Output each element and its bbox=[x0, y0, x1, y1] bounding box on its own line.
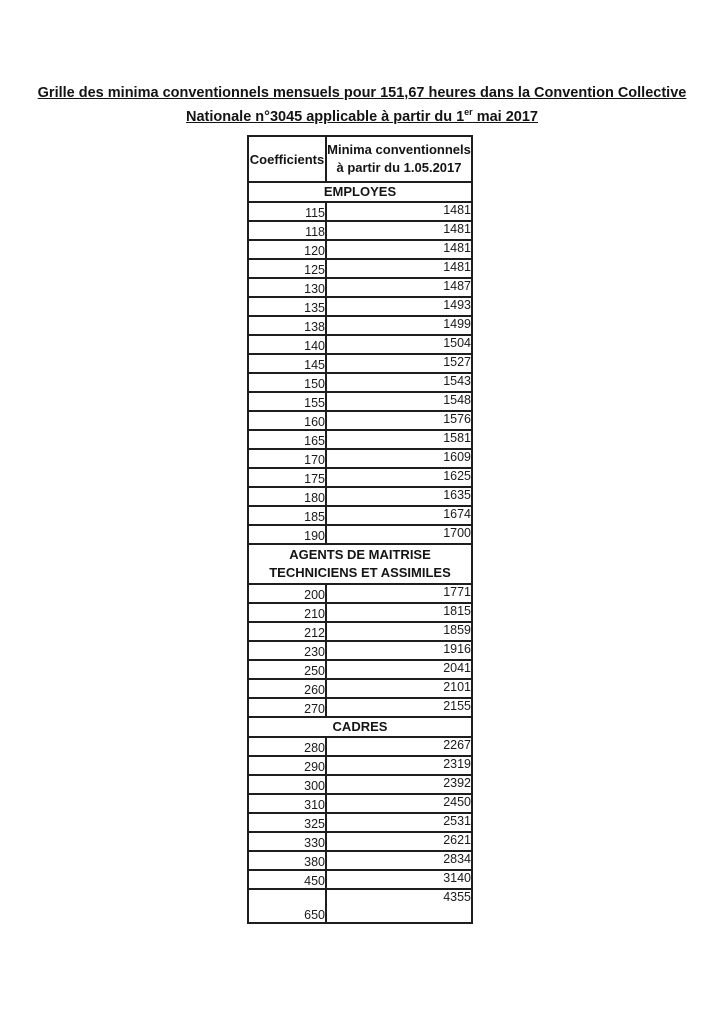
coefficient-cell: 150 bbox=[248, 373, 326, 392]
table-row bbox=[248, 660, 472, 679]
table-row bbox=[248, 316, 472, 335]
minimum-cell: 1493 bbox=[326, 297, 472, 316]
minimum-cell: 1815 bbox=[326, 603, 472, 622]
coefficient-cell: 270 bbox=[248, 698, 326, 717]
minimum-cell: 1481 bbox=[326, 221, 472, 240]
minimum-cell: 2101 bbox=[326, 679, 472, 698]
coefficient-cell: 118 bbox=[248, 221, 326, 240]
coefficient-cell: 450 bbox=[248, 870, 326, 889]
minimum-cell: 3140 bbox=[326, 870, 472, 889]
coefficient-cell: 210 bbox=[248, 603, 326, 622]
coefficient-cell: 200 bbox=[248, 584, 326, 603]
coefficient-cell: 250 bbox=[248, 660, 326, 679]
coefficient-cell: 190 bbox=[248, 525, 326, 544]
table-row bbox=[248, 449, 472, 468]
section-label: AGENTS DE MAITRISE TECHNICIENS ET ASSIMILES bbox=[248, 544, 472, 584]
table-row bbox=[248, 487, 472, 506]
minima-table-head bbox=[248, 136, 472, 182]
table-row bbox=[248, 259, 472, 278]
coefficient-cell: 380 bbox=[248, 851, 326, 870]
coefficient-cell: 185 bbox=[248, 506, 326, 525]
section-header-row bbox=[248, 717, 472, 737]
coefficients-column-header: Coefficients bbox=[248, 136, 326, 182]
table-row bbox=[248, 641, 472, 660]
minimum-cell: 2834 bbox=[326, 851, 472, 870]
document-title bbox=[0, 82, 724, 130]
coefficient-cell: 160 bbox=[248, 411, 326, 430]
minimum-cell: 1581 bbox=[326, 430, 472, 449]
coefficient-cell: 130 bbox=[248, 278, 326, 297]
coefficient-cell: 180 bbox=[248, 487, 326, 506]
minima-table bbox=[247, 135, 473, 924]
table-row bbox=[248, 468, 472, 487]
minimum-cell: 1481 bbox=[326, 240, 472, 259]
coefficient-cell: 125 bbox=[248, 259, 326, 278]
coefficient-cell: 300 bbox=[248, 775, 326, 794]
coefficient-cell: 310 bbox=[248, 794, 326, 813]
coefficient-cell: 140 bbox=[248, 335, 326, 354]
table-row bbox=[248, 373, 472, 392]
coefficient-cell: 120 bbox=[248, 240, 326, 259]
minimum-cell: 2531 bbox=[326, 813, 472, 832]
table-row bbox=[248, 525, 472, 544]
minimum-cell: 1487 bbox=[326, 278, 472, 297]
coefficient-cell: 260 bbox=[248, 679, 326, 698]
table-row bbox=[248, 506, 472, 525]
minimum-cell: 1504 bbox=[326, 335, 472, 354]
table-row bbox=[248, 392, 472, 411]
minimum-cell: 1771 bbox=[326, 584, 472, 603]
minimum-cell: 1916 bbox=[326, 641, 472, 660]
coefficient-cell: 145 bbox=[248, 354, 326, 373]
coefficient-cell: 115 bbox=[248, 202, 326, 221]
minimum-cell: 2450 bbox=[326, 794, 472, 813]
table-row bbox=[248, 870, 472, 889]
minimum-cell: 2319 bbox=[326, 756, 472, 775]
minimum-cell: 2267 bbox=[326, 737, 472, 756]
coefficient-cell: 290 bbox=[248, 756, 326, 775]
table-row bbox=[248, 737, 472, 756]
minimum-cell: 1543 bbox=[326, 373, 472, 392]
coefficient-cell: 280 bbox=[248, 737, 326, 756]
table-row bbox=[248, 297, 472, 316]
minimum-cell: 1481 bbox=[326, 202, 472, 221]
table-row bbox=[248, 354, 472, 373]
coefficient-cell: 650 bbox=[248, 889, 326, 923]
minimum-cell: 1700 bbox=[326, 525, 472, 544]
table-row bbox=[248, 794, 472, 813]
minimum-cell: 2621 bbox=[326, 832, 472, 851]
table-row bbox=[248, 411, 472, 430]
coefficient-cell: 330 bbox=[248, 832, 326, 851]
table-row bbox=[248, 278, 472, 297]
title-line-2-suffix: mai 2017 bbox=[472, 108, 538, 125]
coefficient-cell: 212 bbox=[248, 622, 326, 641]
minimum-cell: 1527 bbox=[326, 354, 472, 373]
table-row bbox=[248, 756, 472, 775]
coefficient-cell: 175 bbox=[248, 468, 326, 487]
table-row bbox=[248, 584, 472, 603]
coefficient-cell: 138 bbox=[248, 316, 326, 335]
title-line-1: Grille des minima conventionnels mensuels pour 151,67 heures dans la Convention Collective bbox=[37, 85, 687, 101]
table-row bbox=[248, 221, 472, 240]
minimum-cell: 1609 bbox=[326, 449, 472, 468]
title-line-2 bbox=[186, 109, 538, 125]
minimum-cell: 1625 bbox=[326, 468, 472, 487]
table-row bbox=[248, 622, 472, 641]
title-line-2-prefix: Nationale n°3045 applicable à partir du 1 bbox=[186, 108, 465, 125]
section-label: EMPLOYES bbox=[248, 182, 472, 202]
minima-header-line-2: à partir du 1.05.2017 bbox=[336, 160, 462, 175]
table-row bbox=[248, 202, 472, 221]
coefficient-cell: 165 bbox=[248, 430, 326, 449]
table-row bbox=[248, 889, 472, 923]
coefficient-cell: 325 bbox=[248, 813, 326, 832]
minimum-cell: 1499 bbox=[326, 316, 472, 335]
minimum-cell: 1576 bbox=[326, 411, 472, 430]
minimum-cell: 1481 bbox=[326, 259, 472, 278]
title-superscript: er bbox=[464, 107, 473, 118]
table-row bbox=[248, 851, 472, 870]
table-row bbox=[248, 240, 472, 259]
table-row bbox=[248, 775, 472, 794]
table-row bbox=[248, 698, 472, 717]
coefficient-cell: 170 bbox=[248, 449, 326, 468]
minimum-cell: 2392 bbox=[326, 775, 472, 794]
header-row bbox=[248, 136, 472, 182]
minima-header-line-1: Minima conventionnels bbox=[327, 141, 471, 157]
table-row bbox=[248, 813, 472, 832]
minimum-cell: 1548 bbox=[326, 392, 472, 411]
minima-table-body bbox=[248, 182, 472, 923]
minimum-cell: 1674 bbox=[326, 506, 472, 525]
minimum-cell: 1635 bbox=[326, 487, 472, 506]
table-row bbox=[248, 603, 472, 622]
table-row bbox=[248, 679, 472, 698]
minimum-cell: 1859 bbox=[326, 622, 472, 641]
coefficient-cell: 155 bbox=[248, 392, 326, 411]
minimum-cell: 2155 bbox=[326, 698, 472, 717]
coefficient-cell: 135 bbox=[248, 297, 326, 316]
section-header-row bbox=[248, 182, 472, 202]
minimum-cell: 2041 bbox=[326, 660, 472, 679]
section-label: CADRES bbox=[248, 717, 472, 737]
section-header-row bbox=[248, 544, 472, 584]
table-row bbox=[248, 430, 472, 449]
table-row bbox=[248, 832, 472, 851]
table-row bbox=[248, 335, 472, 354]
coefficient-cell: 230 bbox=[248, 641, 326, 660]
minimum-cell: 4355 bbox=[326, 889, 472, 923]
minima-column-header bbox=[326, 136, 472, 182]
